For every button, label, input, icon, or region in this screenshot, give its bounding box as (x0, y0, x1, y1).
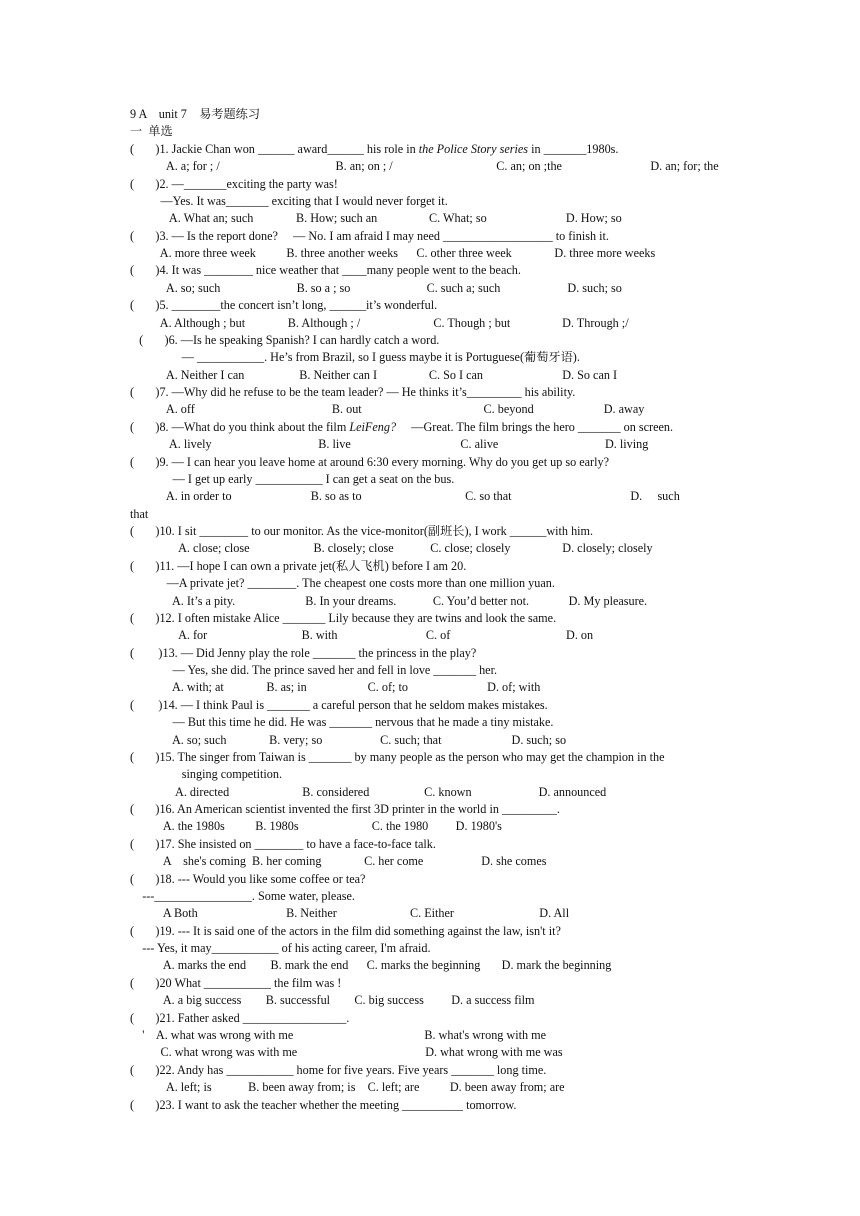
question-18-options: A Both B. Neither C. Either D. All (130, 906, 570, 920)
question-18-line2: ---________________. Some water, please. (130, 889, 355, 903)
question-1-italic: the Police Story series (418, 142, 529, 156)
question-1 (130, 142, 618, 156)
question-15-options: A. directed B. considered C. known D. announced (130, 785, 607, 799)
question-21: ( )21. Father asked _________________. (130, 1011, 350, 1025)
question-1-options: A. a; for ; / B. an; on ; / C. an; on ;the D. an; for; the (130, 159, 719, 173)
question-8-options: A. lively B. live C. alive D. living (130, 437, 649, 451)
question-12-options: A. for B. with C. of D. on (130, 628, 594, 642)
question-8 (130, 420, 673, 434)
section-heading: 一 单选 (130, 124, 173, 138)
question-18: ( )18. --- Would you like some coffee or tea? (130, 872, 366, 886)
question-19-options: A. marks the end B. mark the end C. marks the beginning D. mark the beginning (130, 958, 612, 972)
question-8-italic: LeiFeng? (349, 420, 397, 434)
question-6-options: A. Neither I can B. Neither can I C. So I can D. So can I (130, 368, 618, 382)
question-3: ( )3. — Is the report done? — No. I am afraid I may need __________________ to finish it. (130, 229, 609, 243)
question-9-options-wrap: that (130, 507, 149, 521)
question-16: ( )16. An American scientist invented the first 3D printer in the world in _________. (130, 802, 560, 816)
question-12: ( )12. I often mistake Alice _______ Lily because they are twins and look the same. (130, 611, 557, 625)
question-11: ( )11. —I hope I can own a private jet(私人飞机) before I am 20. (130, 559, 467, 573)
question-21-options-cd: C. what wrong was with me D. what wrong with me was (130, 1045, 563, 1059)
question-19: ( )19. --- It is said one of the actors in the film did something against the law, isn't it? (130, 924, 561, 938)
question-7: ( )7. —Why did he refuse to be the team leader? — He thinks it’s_________ his ability. (130, 385, 576, 399)
question-10-options: A. close; close B. closely; close C. close; closely D. closely; closely (130, 541, 653, 555)
question-1-tail: in _______1980s. (528, 142, 619, 156)
question-14-line2: — But this time he did. He was _______ nervous that he made a tiny mistake. (130, 715, 554, 729)
question-23: ( )23. I want to ask the teacher whether the meeting __________ tomorrow. (130, 1098, 517, 1112)
question-22-options: A. left; is B. been away from; is C. left; are D. been away from; are (130, 1080, 565, 1094)
question-3-options: A. more three week B. three another weeks C. other three week D. three more weeks (130, 246, 656, 260)
question-6: ( )6. —Is he speaking Spanish? I can hardly catch a word. (130, 333, 440, 347)
question-13: ( )13. — Did Jenny play the role _______ the princess in the play? (130, 646, 477, 660)
question-10: ( )10. I sit ________ to our monitor. As the vice-monitor(副班长), I work ______with him. (130, 524, 594, 538)
question-8-text: ( )8. —What do you think about the film (130, 420, 350, 434)
question-17-options: A she's coming B. her coming C. her come D. she comes (130, 854, 547, 868)
question-8-tail: —Great. The film brings the hero _______ on screen. (396, 420, 674, 434)
question-21-options-ab: ' A. what was wrong with me B. what's wrong with me (130, 1028, 547, 1042)
question-2-line2: —Yes. It was_______ exciting that I would never forget it. (130, 194, 448, 208)
question-2-options: A. What an; such B. How; such an C. What; so D. How; so (130, 211, 622, 225)
question-6-line2: — ___________. He’s from Brazil, so I guess maybe it is Portuguese(葡萄牙语). (130, 350, 580, 364)
question-19-line2: --- Yes, it may___________ of his acting career, I'm afraid. (130, 941, 431, 955)
question-9: ( )9. — I can hear you leave home at around 6:30 every morning. Why do you get up so early? (130, 455, 610, 469)
question-5-options: A. Although ; but B. Although ; / C. Though ; but D. Through ;/ (130, 316, 629, 330)
question-1-text: ( )1. Jackie Chan won ______ award______ his role in (130, 142, 419, 156)
question-2: ( )2. —_______exciting the party was! (130, 177, 338, 191)
question-7-options: A. off B. out C. beyond D. away (130, 402, 645, 416)
question-11-line2: —A private jet? ________. The cheapest one costs more than one million yuan. (130, 576, 555, 590)
question-20-options: A. a big success B. successful C. big success D. a success film (130, 993, 535, 1007)
question-17: ( )17. She insisted on ________ to have a face-to-face talk. (130, 837, 436, 851)
question-14: ( )14. — I think Paul is _______ a careful person that he seldom makes mistakes. (130, 698, 548, 712)
question-9-options: A. in order to B. so as to C. so that D. such (130, 489, 680, 503)
question-11-options: A. It’s a pity. B. In your dreams. C. You’d better not. D. My pleasure. (130, 594, 648, 608)
question-5: ( )5. ________the concert isn’t long, ______it’s wonderful. (130, 298, 438, 312)
question-13-options: A. with; at B. as; in C. of; to D. of; with (130, 680, 541, 694)
question-20: ( )20 What ___________ the film was ! (130, 976, 342, 990)
question-15: ( )15. The singer from Taiwan is _______ by many people as the person who may get the champion in the (130, 750, 665, 764)
question-22: ( )22. Andy has ___________ home for five years. Five years _______ long time. (130, 1063, 547, 1077)
question-15-line2: singing competition. (130, 767, 282, 781)
question-4: ( )4. It was ________ nice weather that ____many people went to the beach. (130, 263, 521, 277)
question-4-options: A. so; such B. so a ; so C. such a; such D. such; so (130, 281, 622, 295)
question-9-line2: — I get up early ___________ I can get a seat on the bus. (130, 472, 455, 486)
worksheet-title: 9 A unit 7 易考题练习 (130, 107, 261, 121)
question-13-line2: — Yes, she did. The prince saved her and fell in love _______ her. (130, 663, 498, 677)
question-16-options: A. the 1980s B. 1980s C. the 1980 D. 1980's (130, 819, 502, 833)
question-14-options: A. so; such B. very; so C. such; that D. such; so (130, 733, 567, 747)
